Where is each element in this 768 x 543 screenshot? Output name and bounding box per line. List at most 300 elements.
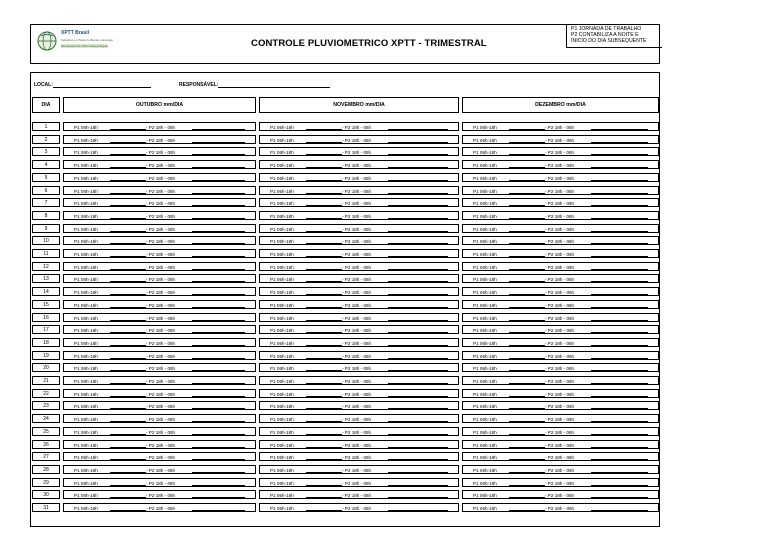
day-entry-cell[interactable] — [462, 147, 659, 156]
p1-input-line[interactable] — [110, 188, 146, 194]
day-entry-cell[interactable] — [462, 325, 659, 334]
day-entry-cell[interactable] — [259, 300, 459, 309]
p1-input-line[interactable] — [509, 403, 545, 409]
p2-input-line[interactable] — [591, 480, 648, 486]
p1-input-line[interactable] — [509, 251, 545, 257]
day-entry-cell[interactable] — [63, 236, 256, 245]
day-entry-cell[interactable] — [462, 135, 659, 144]
p2-label: - P2 18h - 06h — [545, 417, 575, 423]
day-entry-cell[interactable] — [63, 211, 256, 220]
day-entry-cell[interactable] — [462, 300, 659, 309]
day-entry-cell[interactable] — [259, 401, 459, 410]
p2-label: - P2 18h - 06h — [545, 252, 575, 257]
day-entry-cell[interactable] — [462, 414, 659, 423]
p2-label: - P2 18h - 06h — [342, 315, 372, 321]
day-entry-cell[interactable] — [462, 262, 659, 271]
day-entry-cell[interactable] — [462, 249, 659, 258]
day-number: 9 — [32, 224, 60, 233]
p2-input-line[interactable] — [388, 505, 448, 511]
p2-input-line[interactable] — [192, 378, 245, 384]
p1-input-line[interactable] — [306, 480, 342, 486]
p2-input-line[interactable] — [388, 327, 448, 333]
p2-input-line[interactable] — [591, 124, 648, 130]
day-entry-cell[interactable] — [259, 503, 459, 512]
p2-input-line[interactable] — [192, 429, 245, 435]
p2-input-line[interactable] — [192, 175, 245, 181]
p1-input-line[interactable] — [110, 226, 146, 232]
p1-input-line[interactable] — [306, 188, 342, 194]
day-entry-cell[interactable] — [462, 427, 659, 436]
day-entry-cell[interactable] — [63, 465, 256, 474]
day-entry-cell[interactable] — [462, 389, 659, 398]
day-entry-cell[interactable] — [462, 376, 659, 385]
p2-input-line[interactable] — [591, 365, 648, 371]
p1-input-line[interactable] — [306, 162, 342, 168]
p2-input-line[interactable] — [591, 391, 648, 397]
p1-input-line[interactable] — [110, 492, 146, 498]
p2-input-line[interactable] — [192, 149, 245, 155]
p2-input-line[interactable] — [192, 403, 245, 409]
p2-input-line[interactable] — [591, 442, 648, 448]
p1-input-line[interactable] — [509, 276, 545, 282]
p2-input-line[interactable] — [388, 137, 448, 143]
p2-input-line[interactable] — [591, 226, 648, 232]
p2-input-line[interactable] — [192, 391, 245, 397]
p2-input-line[interactable] — [591, 175, 648, 181]
p1-input-line[interactable] — [110, 454, 146, 460]
p2-input-line[interactable] — [388, 353, 448, 359]
day-entry-cell[interactable] — [63, 351, 256, 360]
p2-input-line[interactable] — [192, 124, 245, 130]
day-entry-cell[interactable] — [259, 198, 459, 207]
p2-label: - P2 18h - 06h — [342, 340, 372, 346]
p2-input-line[interactable] — [192, 251, 245, 257]
local-field[interactable] — [34, 82, 151, 88]
p1-input-line[interactable] — [509, 505, 545, 511]
p2-input-line[interactable] — [591, 492, 648, 498]
p1-input-line[interactable] — [110, 276, 146, 282]
day-entry-cell[interactable] — [259, 236, 459, 245]
p1-input-line[interactable] — [110, 416, 146, 422]
p1-input-line[interactable] — [110, 175, 146, 181]
day-entry-cell[interactable] — [259, 160, 459, 169]
p1-input-line[interactable] — [306, 213, 342, 219]
p1-input-line[interactable] — [306, 226, 342, 232]
p1-input-line[interactable] — [306, 442, 342, 448]
day-entry-cell[interactable] — [63, 147, 256, 156]
p2-input-line[interactable] — [192, 302, 245, 308]
p2-input-line[interactable] — [192, 200, 245, 206]
day-entry-cell[interactable] — [63, 503, 256, 512]
p1-input-line[interactable] — [306, 467, 342, 473]
day-entry-cell[interactable] — [462, 478, 659, 487]
p1-input-line[interactable] — [306, 251, 342, 257]
p1-input-line[interactable] — [509, 340, 545, 346]
p2-input-line[interactable] — [591, 264, 648, 270]
p2-input-line[interactable] — [591, 149, 648, 155]
p2-input-line[interactable] — [388, 340, 448, 346]
p1-input-line[interactable] — [509, 315, 545, 321]
day-entry-cell[interactable] — [259, 465, 459, 474]
p1-input-line[interactable] — [509, 200, 545, 206]
p2-input-line[interactable] — [388, 188, 448, 194]
day-entry-cell[interactable] — [63, 427, 256, 436]
p2-input-line[interactable] — [388, 365, 448, 371]
p1-input-line[interactable] — [110, 391, 146, 397]
p2-input-line[interactable] — [591, 289, 648, 295]
day-entry-cell[interactable] — [259, 186, 459, 195]
day-entry-cell[interactable] — [63, 287, 256, 296]
p1-input-line[interactable] — [110, 315, 146, 321]
day-entry-cell[interactable] — [63, 389, 256, 398]
p1-input-line[interactable] — [110, 302, 146, 308]
p1-input-line[interactable] — [306, 149, 342, 155]
p2-input-line[interactable] — [388, 238, 448, 244]
day-entry-cell[interactable] — [259, 452, 459, 461]
p1-input-line[interactable] — [509, 442, 545, 448]
p1-input-line[interactable] — [306, 124, 342, 130]
day-entry-cell[interactable] — [462, 224, 659, 233]
day-entry-cell[interactable] — [63, 313, 256, 322]
day-entry-cell[interactable] — [63, 160, 256, 169]
p2-input-line[interactable] — [192, 238, 245, 244]
p2-input-line[interactable] — [388, 200, 448, 206]
day-entry-cell[interactable] — [63, 414, 256, 423]
p1-input-line[interactable] — [306, 302, 342, 308]
day-entry-cell[interactable] — [259, 211, 459, 220]
day-entry-cell[interactable] — [259, 224, 459, 233]
day-entry-cell[interactable] — [462, 503, 659, 512]
p2-input-line[interactable] — [192, 353, 245, 359]
day-entry-cell[interactable] — [63, 135, 256, 144]
p1-input-line[interactable] — [509, 149, 545, 155]
p2-input-line[interactable] — [388, 416, 448, 422]
p1-input-line[interactable] — [306, 492, 342, 498]
p2-input-line[interactable] — [388, 315, 448, 321]
day-entry-cell[interactable] — [63, 262, 256, 271]
p2-input-line[interactable] — [388, 403, 448, 409]
p1-input-line[interactable] — [110, 378, 146, 384]
day-entry-cell[interactable] — [63, 490, 256, 499]
day-entry-cell[interactable] — [462, 452, 659, 461]
p1-input-line[interactable] — [306, 391, 342, 397]
p1-input-line[interactable] — [110, 429, 146, 435]
p1-input-line[interactable] — [509, 480, 545, 486]
p2-input-line[interactable] — [388, 124, 448, 130]
day-entry-cell[interactable] — [259, 325, 459, 334]
p1-input-line[interactable] — [509, 378, 545, 384]
p2-input-line[interactable] — [591, 467, 648, 473]
p2-input-line[interactable] — [591, 403, 648, 409]
p2-input-line[interactable] — [591, 429, 648, 435]
p1-input-line[interactable] — [509, 137, 545, 143]
p2-input-line[interactable] — [192, 340, 245, 346]
day-entry-cell[interactable] — [462, 236, 659, 245]
p1-input-line[interactable] — [509, 327, 545, 333]
p2-input-line[interactable] — [591, 213, 648, 219]
p2-input-line[interactable] — [388, 213, 448, 219]
p2-input-line[interactable] — [192, 365, 245, 371]
day-entry-cell[interactable] — [462, 338, 659, 347]
p1-input-line[interactable] — [509, 124, 545, 130]
p2-input-line[interactable] — [192, 327, 245, 333]
day-entry-cell[interactable] — [462, 490, 659, 499]
p1-input-line[interactable] — [509, 226, 545, 232]
day-entry-cell[interactable] — [462, 363, 659, 372]
day-entry-cell[interactable] — [259, 351, 459, 360]
p1-input-line[interactable] — [110, 480, 146, 486]
p2-input-line[interactable] — [192, 467, 245, 473]
p2-input-line[interactable] — [591, 188, 648, 194]
p1-label: P1 06h-18h — [74, 455, 98, 461]
p2-input-line[interactable] — [591, 238, 648, 244]
p1-input-line[interactable] — [110, 365, 146, 371]
p1-input-line[interactable] — [509, 213, 545, 219]
day-entry-cell[interactable] — [259, 122, 459, 131]
p1-input-line[interactable] — [306, 505, 342, 511]
p2-input-line[interactable] — [388, 467, 448, 473]
day-entry-cell[interactable] — [63, 274, 256, 283]
p2-label: - P2 18h - 06h — [146, 302, 176, 308]
p2-input-line[interactable] — [591, 505, 648, 511]
p1-input-line[interactable] — [509, 416, 545, 422]
day-entry-cell[interactable] — [259, 338, 459, 347]
p2-input-line[interactable] — [192, 289, 245, 295]
day-number: 28 — [32, 465, 60, 474]
p1-input-line[interactable] — [509, 454, 545, 460]
p1-input-line[interactable] — [509, 492, 545, 498]
p1-input-line[interactable] — [110, 162, 146, 168]
p2-input-line[interactable] — [192, 442, 245, 448]
p2-input-line[interactable] — [192, 315, 245, 321]
p2-input-line[interactable] — [591, 416, 648, 422]
p1-input-line[interactable] — [110, 251, 146, 257]
p2-label: - P2 18h - 06h — [545, 467, 575, 473]
day-entry-cell[interactable] — [63, 440, 256, 449]
day-entry-cell[interactable] — [259, 478, 459, 487]
p1-input-line[interactable] — [110, 340, 146, 346]
p1-input-line[interactable] — [306, 429, 342, 435]
p2-input-line[interactable] — [192, 162, 245, 168]
p2-input-line[interactable] — [388, 162, 448, 168]
day-entry-cell[interactable] — [259, 147, 459, 156]
p2-input-line[interactable] — [591, 353, 648, 359]
day-entry-cell[interactable] — [462, 173, 659, 182]
p2-input-line[interactable] — [192, 492, 245, 498]
day-entry-cell[interactable] — [259, 376, 459, 385]
p2-input-line[interactable] — [388, 302, 448, 308]
p1-input-line[interactable] — [509, 162, 545, 168]
day-entry-cell[interactable] — [462, 351, 659, 360]
day-entry-cell[interactable] — [63, 198, 256, 207]
p2-input-line[interactable] — [591, 162, 648, 168]
p1-input-line[interactable] — [306, 454, 342, 460]
p1-input-line[interactable] — [110, 149, 146, 155]
p1-input-line[interactable] — [110, 327, 146, 333]
p1-input-line[interactable] — [110, 403, 146, 409]
p2-label: - P2 18h - 06h — [545, 480, 575, 486]
day-entry-cell[interactable] — [63, 338, 256, 347]
day-entry-cell[interactable] — [259, 287, 459, 296]
p2-input-line[interactable] — [388, 226, 448, 232]
day-entry-cell[interactable] — [259, 173, 459, 182]
p2-input-line[interactable] — [192, 416, 245, 422]
local-input-line[interactable] — [53, 82, 151, 88]
day-entry-cell[interactable] — [63, 401, 256, 410]
p2-input-line[interactable] — [192, 137, 245, 143]
p1-label: P1 06h-18h — [270, 366, 294, 372]
day-entry-cell[interactable] — [259, 249, 459, 258]
p1-input-line[interactable] — [306, 289, 342, 295]
p1-input-line[interactable] — [306, 264, 342, 270]
p2-label: - P2 18h - 06h — [545, 163, 575, 169]
day-entry-cell[interactable] — [63, 300, 256, 309]
p1-input-line[interactable] — [110, 467, 146, 473]
p2-input-line[interactable] — [388, 289, 448, 295]
p2-input-line[interactable] — [192, 505, 245, 511]
p1-input-line[interactable] — [110, 238, 146, 244]
p1-input-line[interactable] — [306, 200, 342, 206]
day-entry-cell[interactable] — [259, 135, 459, 144]
responsavel-input-line[interactable] — [218, 82, 330, 88]
p2-input-line[interactable] — [192, 188, 245, 194]
day-entry-cell[interactable] — [462, 465, 659, 474]
day-entry-cell[interactable] — [462, 274, 659, 283]
p2-input-line[interactable] — [591, 137, 648, 143]
p1-input-line[interactable] — [509, 353, 545, 359]
p2-input-line[interactable] — [192, 264, 245, 270]
p2-label: - P2 18h - 06h — [146, 328, 176, 334]
p1-input-line[interactable] — [306, 365, 342, 371]
p2-input-line[interactable] — [591, 276, 648, 282]
day-entry-cell[interactable] — [259, 274, 459, 283]
p1-input-line[interactable] — [306, 416, 342, 422]
day-entry-cell[interactable] — [462, 440, 659, 449]
p2-input-line[interactable] — [591, 251, 648, 257]
p2-input-line[interactable] — [388, 264, 448, 270]
p1-input-line[interactable] — [509, 365, 545, 371]
p1-input-line[interactable] — [110, 137, 146, 143]
p2-input-line[interactable] — [388, 251, 448, 257]
p1-input-line[interactable] — [306, 378, 342, 384]
day-entry-cell[interactable] — [259, 490, 459, 499]
p1-input-line[interactable] — [110, 200, 146, 206]
day-entry-cell[interactable] — [462, 401, 659, 410]
p1-input-line[interactable] — [509, 175, 545, 181]
p2-input-line[interactable] — [591, 454, 648, 460]
p1-input-line[interactable] — [306, 353, 342, 359]
day-entry-cell[interactable] — [462, 186, 659, 195]
p2-input-line[interactable] — [388, 175, 448, 181]
p2-input-line[interactable] — [591, 327, 648, 333]
p2-input-line[interactable] — [192, 226, 245, 232]
day-entry-cell[interactable] — [259, 363, 459, 372]
p2-input-line[interactable] — [388, 480, 448, 486]
day-entry-cell[interactable] — [462, 160, 659, 169]
day-entry-cell[interactable] — [462, 198, 659, 207]
day-entry-cell[interactable] — [259, 389, 459, 398]
p2-input-line[interactable] — [591, 378, 648, 384]
p2-label: - P2 18h - 06h — [342, 188, 372, 194]
p1-input-line[interactable] — [509, 429, 545, 435]
day-entry-cell[interactable] — [63, 452, 256, 461]
responsavel-field[interactable] — [179, 82, 330, 88]
p1-input-line[interactable] — [306, 327, 342, 333]
p1-input-line[interactable] — [509, 188, 545, 194]
p2-input-line[interactable] — [388, 149, 448, 155]
day-entry-cell[interactable] — [63, 478, 256, 487]
p2-input-line[interactable] — [388, 429, 448, 435]
p2-label: - P2 18h - 06h — [342, 213, 372, 219]
p1-input-line[interactable] — [110, 264, 146, 270]
day-entry-cell[interactable] — [259, 427, 459, 436]
p2-input-line[interactable] — [591, 315, 648, 321]
p1-input-line[interactable] — [509, 238, 545, 244]
day-entry-cell[interactable] — [259, 313, 459, 322]
day-entry-cell[interactable] — [259, 414, 459, 423]
p1-input-line[interactable] — [509, 264, 545, 270]
p2-input-line[interactable] — [591, 302, 648, 308]
p1-input-line[interactable] — [509, 391, 545, 397]
p2-input-line[interactable] — [388, 391, 448, 397]
p2-input-line[interactable] — [591, 200, 648, 206]
p2-input-line[interactable] — [591, 340, 648, 346]
p2-input-line[interactable] — [192, 454, 245, 460]
p2-input-line[interactable] — [192, 276, 245, 282]
p2-input-line[interactable] — [388, 378, 448, 384]
p1-input-line[interactable] — [306, 175, 342, 181]
day-entry-cell[interactable] — [462, 287, 659, 296]
p2-input-line[interactable] — [192, 480, 245, 486]
p2-label: - P2 18h - 06h — [146, 391, 176, 397]
p1-input-line[interactable] — [306, 340, 342, 346]
p1-input-line[interactable] — [306, 137, 342, 143]
day-entry-cell[interactable] — [63, 376, 256, 385]
day-entry-cell[interactable] — [63, 173, 256, 182]
p1-input-line[interactable] — [306, 315, 342, 321]
p1-input-line[interactable] — [110, 213, 146, 219]
p2-input-line[interactable] — [388, 454, 448, 460]
p1-input-line[interactable] — [110, 442, 146, 448]
day-entry-cell[interactable] — [462, 211, 659, 220]
p2-input-line[interactable] — [388, 276, 448, 282]
p1-input-line[interactable] — [306, 403, 342, 409]
p1-input-line[interactable] — [110, 353, 146, 359]
day-entry-cell[interactable] — [63, 224, 256, 233]
day-entry-cell[interactable] — [462, 313, 659, 322]
p1-input-line[interactable] — [509, 289, 545, 295]
p1-input-line[interactable] — [110, 124, 146, 130]
p1-input-line[interactable] — [509, 302, 545, 308]
p1-label: P1 06h-18h — [270, 163, 294, 169]
day-entry-cell[interactable] — [63, 249, 256, 258]
p1-input-line[interactable] — [306, 238, 342, 244]
p1-input-line[interactable] — [509, 467, 545, 473]
p2-input-line[interactable] — [388, 442, 448, 448]
p2-input-line[interactable] — [192, 213, 245, 219]
day-entry-cell[interactable] — [462, 122, 659, 131]
day-entry-cell[interactable] — [63, 186, 256, 195]
p1-input-line[interactable] — [110, 505, 146, 511]
day-entry-cell[interactable] — [63, 363, 256, 372]
day-entry-cell[interactable] — [63, 122, 256, 131]
p1-input-line[interactable] — [110, 289, 146, 295]
p1-input-line[interactable] — [306, 276, 342, 282]
p2-input-line[interactable] — [388, 492, 448, 498]
day-entry-cell[interactable] — [259, 440, 459, 449]
day-entry-cell[interactable] — [63, 325, 256, 334]
day-entry-cell[interactable] — [259, 262, 459, 271]
